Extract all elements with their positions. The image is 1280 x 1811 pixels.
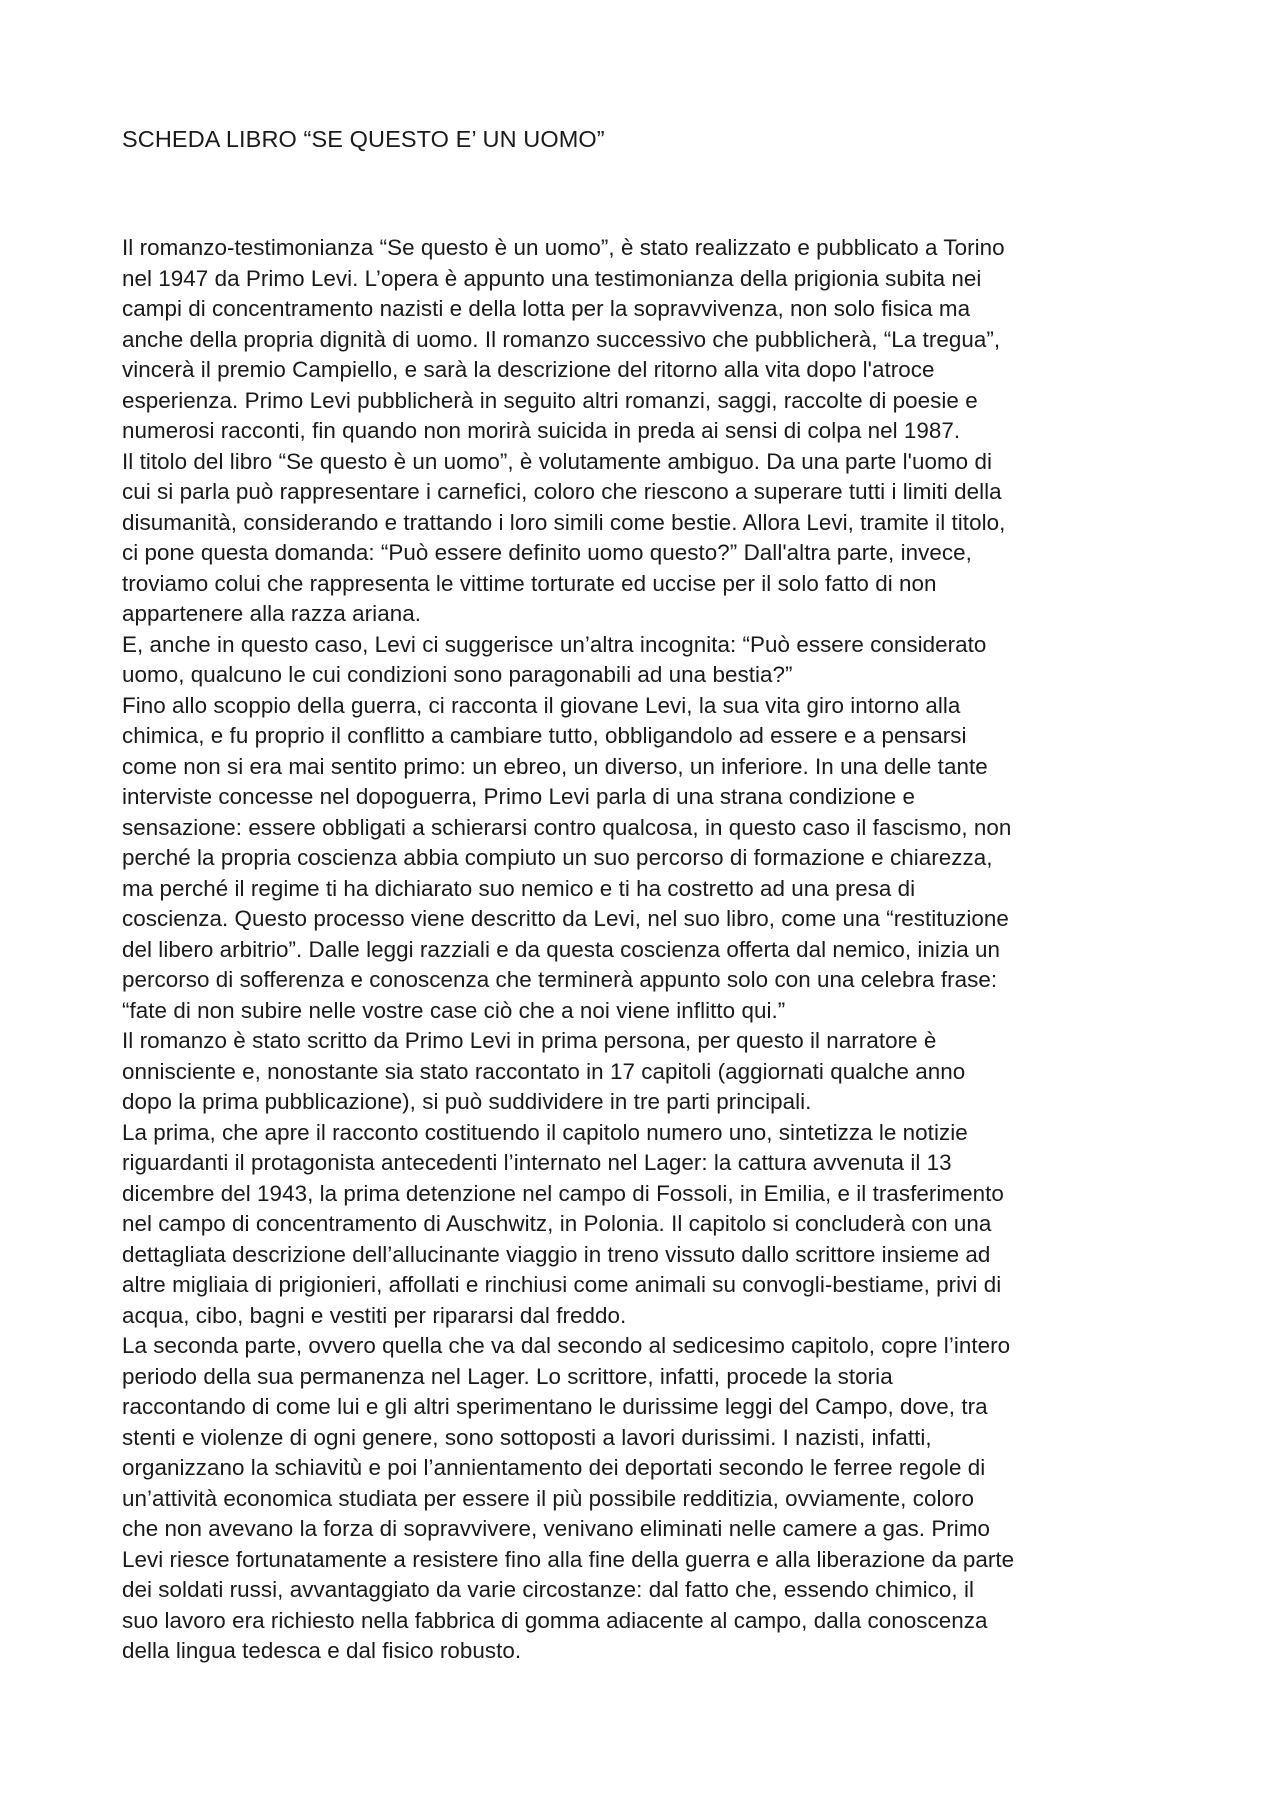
body-text-line: periodo della sua permanenza nel Lager. Lo scrittore, infatti, procede la storia xyxy=(122,1363,893,1389)
body-text-line: sensazione: essere obbligati a schierarsi contro qualcosa, in questo caso il fascismo, non xyxy=(122,814,1012,840)
body-text-line: ci pone questa domanda: “Può essere definito uomo questo?” Dall'altra parte, invece, xyxy=(122,540,972,565)
body-text-line: perché la propria coscienza abbia compiuto un suo percorso di formazione e chiarezza, xyxy=(122,845,993,870)
body-text-line: nel campo di concentramento di Auschwitz, in Polonia. Il capitolo si concluderà con una xyxy=(122,1211,992,1236)
body-text-line: un’attività economica studiata per essere il più possibile redditizia, ovviamente, coloro xyxy=(122,1485,975,1511)
body-text-line: dopo la prima pubblicazione), si può suddividere in tre parti principali. xyxy=(122,1089,812,1114)
body-text-line: come non si era mai sentito primo: un ebreo, un diverso, un inferiore. In una delle tante xyxy=(122,753,988,779)
body-text-line: dettagliata descrizione dell’allucinante viaggio in treno vissuto dallo scrittore insieme ad xyxy=(122,1241,991,1267)
body-text-line: Fino allo scoppio della guerra, ci racconta il giovane Levi, la sua vita giro intorno alla xyxy=(122,692,961,718)
body-text-line: chimica, e fu proprio il conflitto a cambiare tutto, obbligandolo ad essere e a pensarsi xyxy=(122,723,967,748)
body-text-line: Levi riesce fortunatamente a resistere fino alla fine della guerra e alla liberazione da parte xyxy=(122,1546,1015,1572)
body-text-line: del libero arbitrio”. Dalle leggi razziali e da questa coscienza offerta dal nemico, inizia un xyxy=(122,936,1000,962)
body-text-line: troviamo colui che rappresenta le vittime torturate ed uccise per il solo fatto di non xyxy=(122,570,937,596)
body-text-line: riguardanti il protagonista antecedenti l’internato nel Lager: la cattura avvenuta il 13 xyxy=(122,1150,952,1175)
body-text-line: vincerà il premio Campiello, e sarà la descrizione del ritorno alla vita dopo l'atroce xyxy=(122,357,935,382)
body-text-line: E, anche in questo caso, Levi ci suggerisce un’altra incognita: “Può essere considerato xyxy=(122,631,987,657)
body-text-line: “fate di non subire nelle vostre case ciò che a noi viene inflitto qui.” xyxy=(122,997,786,1023)
body-text-line: altre migliaia di prigionieri, affollati e rinchiusi come animali su convogli-bestiame, privi di xyxy=(122,1272,1002,1297)
body-text-line: nel 1947 da Primo Levi. L’opera è appunto una testimonianza della prigionia subita nei xyxy=(122,265,982,291)
document-body xyxy=(122,233,1182,1667)
body-text-line: coscienza. Questo processo viene descritto da Levi, nel suo libro, come una “restituzione xyxy=(122,906,1009,931)
body-text-line: stenti e violenze di ogni genere, sono sottoposti a lavori durissimi. I nazisti, infatti, xyxy=(122,1424,932,1450)
body-text-line: percorso di sofferenza e conoscenza che terminerà appunto solo con una celebra frase: xyxy=(122,967,998,992)
body-text-line: onnisciente e, nonostante sia stato raccontato in 17 capitoli (aggiornati qualche anno xyxy=(122,1058,966,1084)
body-text-line: suo lavoro era richiesto nella fabbrica di gomma adiacente al campo, dalla conoscenza xyxy=(122,1607,988,1633)
body-text-line: interviste concesse nel dopoguerra, Primo Levi parla di una strana condizione e xyxy=(122,784,916,809)
body-text-line: La prima, che apre il racconto costituendo il capitolo numero uno, sintetizza le notizie xyxy=(122,1119,968,1145)
body-text-line: cui si parla può rappresentare i carnefici, coloro che riescono a superare tutti i limiti della xyxy=(122,479,1002,504)
body-text-line: Il titolo del libro “Se questo è un uomo”, è volutamente ambiguo. Da una parte l'uomo di xyxy=(122,448,992,474)
body-text-line: disumanità, considerando e trattando i loro simili come bestie. Allora Levi, tramite il titolo, xyxy=(122,509,1006,535)
body-text-line: Il romanzo-testimonianza “Se questo è un uomo”, è stato realizzato e pubblicato a Torino xyxy=(122,235,1005,260)
body-text-line: esperienza. Primo Levi pubblicherà in seguito altri romanzi, saggi, raccolte di poesie e xyxy=(122,387,978,413)
body-text-line: dicembre del 1943, la prima detenzione nel campo di Fossoli, in Emilia, e il trasferimento xyxy=(122,1180,1004,1206)
document-title: SCHEDA LIBRO “SE QUESTO E’ UN UOMO” xyxy=(122,126,605,152)
body-text-line: che non avevano la forza di sopravvivere, venivano eliminati nelle camere a gas. Primo xyxy=(122,1516,991,1541)
body-text-line: della lingua tedesca e dal fisico robusto. xyxy=(122,1638,522,1663)
body-text-line: anche della propria dignità di uomo. Il romanzo successivo che pubblicherà, “La tregua”, xyxy=(122,326,1001,352)
body-text-line: Il romanzo è stato scritto da Primo Levi in prima persona, per questo il narratore è xyxy=(122,1028,937,1053)
body-text-line: dei soldati russi, avvantaggiato da varie circostanze: dal fatto che, essendo chimico, il xyxy=(122,1577,975,1602)
body-text-line: organizzano la schiavitù e poi l’annientamento dei deportati secondo le ferree regole di xyxy=(122,1455,986,1480)
body-text-line: appartenere alla razza ariana. xyxy=(122,601,421,626)
body-text-line: acqua, cibo, bagni e vestiti per ripararsi dal freddo. xyxy=(122,1302,627,1328)
body-text-line: ma perché il regime ti ha dichiarato suo nemico e ti ha costretto ad una presa di xyxy=(122,875,916,901)
body-text-line: campi di concentramento nazisti e della lotta per la sopravvivenza, non solo fisica ma xyxy=(122,296,971,321)
body-text-line: numerosi racconti, fin quando non morirà suicida in preda ai sensi di colpa nel 1987. xyxy=(122,418,961,443)
body-text-line: raccontando di come lui e gli altri sperimentano le durissime leggi del Campo, dove, tra xyxy=(122,1394,988,1419)
body-text-line: La seconda parte, ovvero quella che va dal secondo al sedicesimo capitolo, copre l’intero xyxy=(122,1333,1011,1358)
body-text-line: uomo, qualcuno le cui condizioni sono paragonabili ad una bestia?” xyxy=(122,662,793,687)
